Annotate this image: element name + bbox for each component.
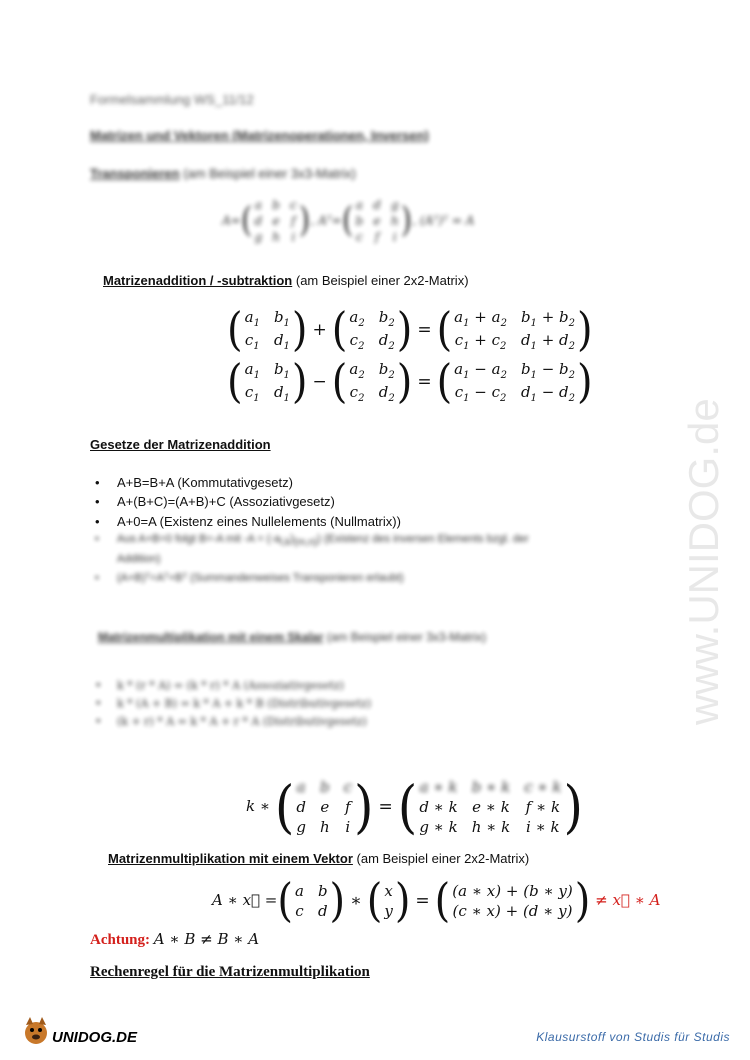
unidog-logo: [22, 1015, 152, 1055]
warning-formula: A ∗ B ≠ B ∗ A: [153, 930, 260, 948]
svg-text:www.UNIDOG.de: www.UNIDOG.de: [680, 398, 727, 725]
scalar-line: [98, 630, 486, 644]
vector-neq: ≠ x⃗ ∗ A: [595, 891, 661, 909]
scalar-item: • k * (r * A) = (k * r) * A (Assoziativgesetz): [117, 679, 344, 692]
vector-heading: Matrizenmultiplikation mit einem Vektor: [108, 851, 353, 866]
warning-label: Achtung:: [90, 932, 151, 948]
svg-text:UNIDOG.DE: UNIDOG.DE: [52, 1029, 138, 1046]
dog-icon: [22, 1015, 152, 1050]
scalar-note: (am Beispiel einer 3x3-Matrix): [326, 630, 487, 644]
rules-heading: Rechenregel für die Matrizenmultiplikation: [90, 964, 370, 980]
scalar-item: • (k + r) * A = k * A + r * A (Distributivgesetz): [117, 715, 367, 728]
transpose-label: Transponieren: [90, 166, 180, 181]
law-item: • A+0=A (Existenz eines Nullelements (Nullmatrix)): [117, 514, 401, 529]
watermark: [680, 270, 730, 730]
transpose-formula: A= ( a b c d e f g h i ) , Aᵀ= ( a d g b e h c f i ) , (Aᵀ)ᵀ = A: [222, 198, 475, 244]
warning-line: [90, 930, 259, 949]
vector-formula: A ∗ x⃗ = ( a b c d ) ∗ ( x y ) = ( (a ∗ x) + (b ∗ y) (c ∗ x) + (d ∗ y) ) ≠ x⃗ ∗ A: [212, 874, 661, 928]
addition-line: [103, 273, 469, 288]
subtraction-formula: ( $a_1$ $b_1$ $c_1$ $d_1$ ) − ( $a_2$ $b_2$ $c_2$ $d_2$ ) = ( $a_1 - a_2$ $b_1 - b_2$ $c_1 - c_2$ $d_1 - d_2$ ): [227, 355, 593, 409]
addition-formula: ( $a_1$ $b_1$ $c_1$ $d_1$ ) + ( $a_2$ $b_2$ $c_2$ $d_2$ ) = ( $a_1 + a_2$ $b_1 + b_2$ $c_1 + c_2$ $d_1 + d_2$ ): [227, 303, 593, 357]
addition-heading: Matrizenaddition / -subtraktion: [103, 273, 293, 288]
scalar-formula: k ∗ ( a b c d e f g h i ) = ( a ∗ k b ∗ k c ∗ k d ∗ k e ∗ k f ∗ k g ∗ k h ∗ k i ∗ k ): [246, 773, 583, 841]
vector-line: [108, 851, 529, 866]
vector-note: (am Beispiel einer 2x2-Matrix): [356, 851, 530, 866]
law-item: • Aus A+B=0 folgt B=-A mit $-A = (-a_{i,k})_{(m,n)}$) (Existenz des inversen Elements bzgl. der: [117, 533, 529, 548]
scalar-heading: Matrizenmultiplikation mit einem Skalar: [98, 630, 324, 644]
laws-heading: Gesetze der Matrizenaddition: [90, 437, 271, 452]
scalar-item: • k * (A + B) = k * A + k * B (Distributivgesetz): [117, 697, 371, 710]
law-item: • A+(B+C)=(A+B)+C (Assoziativgesetz): [117, 494, 335, 509]
footer-text: Klausurstoff von Studis für Studis: [536, 1030, 730, 1044]
doc-title: Formelsammlung WS_11/12: [90, 92, 254, 107]
transpose-line: [90, 166, 356, 181]
law-item: • (A+B)ᵀ=Aᵀ+Bᵀ (Summandenweises Transponieren erlaubt): [117, 572, 404, 584]
law-item: • A+B=B+A (Kommutativgesetz): [117, 475, 293, 490]
section-heading-matrices: Matrizen und Vektoren (Matrizenoperationen, Inversen): [90, 128, 429, 143]
transpose-note: (am Beispiel einer 3x3-Matrix): [183, 166, 356, 181]
law-item-continuation: Addition): [117, 553, 161, 565]
addition-note: (am Beispiel einer 2x2-Matrix): [295, 273, 469, 288]
